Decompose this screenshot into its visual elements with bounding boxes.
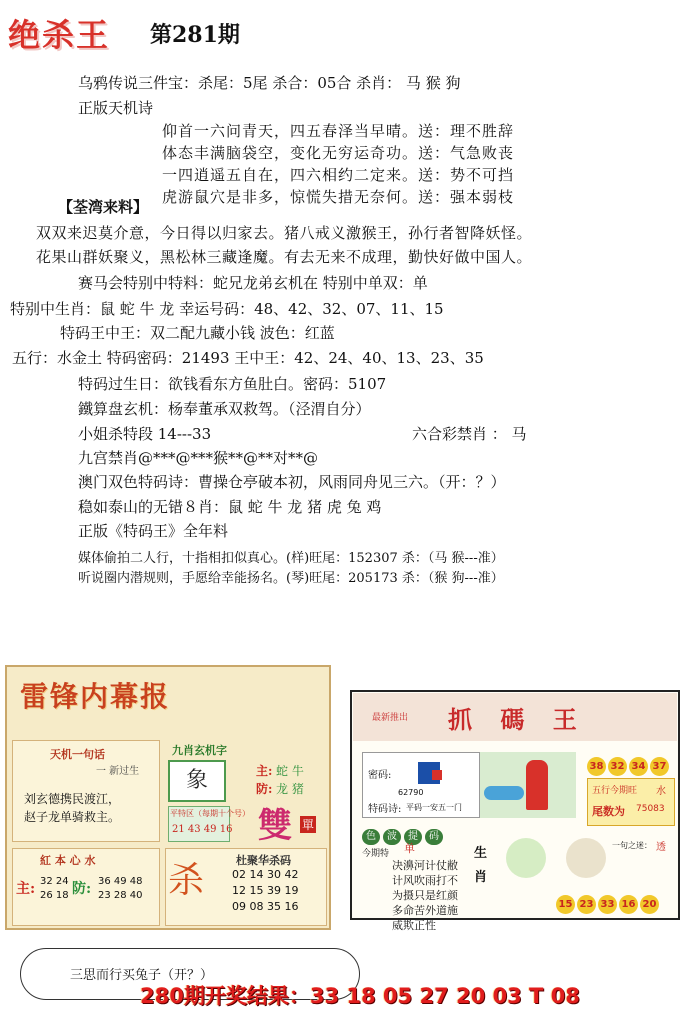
wuxing-line: 五行：水金土 特码密码：21493 王中王：42、24、40、13、23、35 [12, 349, 484, 367]
new-release-label: 最新推出 [372, 713, 409, 723]
leifeng-title: 雷锋内幕报 [20, 680, 171, 713]
poem-box-line: 赵子龙单骑救主。 [24, 810, 121, 824]
quanwan-heading: 【荃湾来料】 [58, 198, 149, 216]
birthday-line: 特码过生日：欲钱看东方鱼肚白。密码：5107 [78, 375, 387, 393]
quanwan-line: 双双来迟莫介意，今日得以归家去。猪八戒义激猴王，孙行者智降妖怪。 [36, 224, 533, 242]
horse-club-line: 赛马会特别中特料：蛇兄龙弟玄机在 特别中单双：单 [78, 274, 428, 292]
tag-chip: 码 [425, 829, 443, 845]
issue-number: 第281期 [150, 22, 240, 48]
brand-logo: 绝杀王 [8, 16, 111, 54]
draw-result: 280期开奖结果：33 18 05 27 20 03 T 08 [140, 984, 580, 1008]
three-treasures-line: 乌鸦传说三件宝：杀尾：5尾 杀合：05合 杀肖： 马 猴 狗 [78, 74, 461, 92]
abacus-line: 鐵算盘玄机：杨奉董承双救驾。（泾渭自分） [78, 400, 371, 418]
macau-poem-line: 澳门双色特码诗：曹操仓亭破本初，风雨同舟见三六。（开：？） [78, 473, 506, 491]
poem-box-title: 天机一句话 [50, 748, 105, 761]
fang-value: 龙 猪 [276, 782, 304, 796]
tag-chip: 提 [404, 829, 422, 845]
media-line: 听说圈内潜规则，手愿给幸能扬名。(琴)旺尾：205173 杀：（猴 狗---准） [78, 571, 504, 586]
dragon-icon [506, 838, 546, 878]
cow-icon [566, 838, 606, 878]
poem-box-line: 刘玄德携民渡江， [24, 792, 121, 806]
pingte-sub: 平特区（每期十个号） [170, 809, 250, 818]
tewang-line: 特码王中王：双二配九藏小钱 波色：红蓝 [60, 324, 335, 342]
number-ball: 15 [556, 895, 575, 914]
number-ball: 32 [608, 757, 627, 776]
password-value: 62790 [398, 788, 424, 797]
tag-chip: 波 [383, 829, 401, 845]
poem-box-sub: 一 新过生 [96, 766, 140, 777]
number-ball: 33 [598, 895, 617, 914]
bottom-number-balls [556, 892, 661, 914]
killer-title: 杜聚华杀码 [236, 854, 291, 867]
sheng-char: 生 [474, 846, 488, 861]
jiugong-line: 九宫禁肖@***@***猴**@**对**@ [78, 449, 319, 467]
shuang-char: 雙 [258, 806, 292, 846]
tail-label: 尾数为 [592, 805, 625, 818]
tail-value: 75083 [636, 804, 665, 814]
wuxing-value: 水 [656, 786, 666, 797]
heart-fang-label: 防: [72, 881, 92, 897]
media-line: 媒体偷拍二人行，十指相扣似真心。(样)旺尾：152307 杀：（马 猴---准） [78, 551, 504, 566]
xiang-char-box: 象 [168, 760, 226, 802]
cloud-hint-text: 三思而行买兔子（开？） [70, 968, 214, 983]
poem-line: 仰首一六问青天，四五春泽当早晴。送：理不胜辞 [162, 122, 515, 140]
liuhe-ban-line: 六合彩禁肖 ： 马 [412, 425, 527, 443]
dan-badge: 單 [302, 818, 315, 832]
ping-title: 九肖玄机字 [172, 744, 227, 757]
number-ball: 23 [577, 895, 596, 914]
tepoem-label: 特码诗: [368, 804, 402, 815]
zhu-numbers: 26 18 [40, 890, 69, 901]
tepoem-value: 平码一安五一门 [406, 803, 462, 812]
number-ball: 16 [619, 895, 638, 914]
fang-numbers: 23 28 40 [98, 890, 143, 901]
dan-value: 单 [404, 842, 415, 855]
steady-eight-line: 稳如泰山的无错８肖：鼠 蛇 牛 龙 猪 虎 兔 鸡 [78, 498, 382, 516]
top-number-balls [587, 754, 671, 776]
logo-icon-accent [432, 770, 442, 780]
heart-water-title: 紅 本 心 水 [40, 854, 96, 867]
this-period-label: 今期特 [362, 849, 390, 859]
xiao-char: 肖 [474, 870, 488, 885]
river-icon [484, 786, 524, 800]
heart-zhu-label: 主: [16, 881, 36, 897]
number-ball: 37 [650, 757, 669, 776]
zhu-value: 蛇 牛 [276, 764, 304, 778]
special-zodiac-line: 特别中生肖：鼠 蛇 牛 龙 幸运号码：48、42、32、07、11、15 [10, 300, 444, 318]
riddle-value: 透 [656, 842, 666, 853]
riddle-label: 一句之迷： [612, 841, 652, 850]
number-ball: 38 [587, 757, 606, 776]
annual-line: 正版《特码王》全年料 [78, 522, 229, 540]
tag-chip: 色 [362, 829, 380, 845]
number-ball: 34 [629, 757, 648, 776]
poem-line: 体态丰满脑袋空，变化无穷运奇功。送：气急败丧 [162, 144, 515, 162]
zhu-numbers: 32 24 [40, 876, 69, 887]
killer-row: 12 15 39 19 [232, 884, 299, 897]
pingte-numbers: 21 43 49 16 [172, 824, 233, 835]
killer-row: 02 14 30 42 [232, 868, 299, 881]
poem-heading: 正版天机诗 [78, 99, 154, 117]
killer-row: 09 08 35 16 [232, 900, 299, 913]
wuxing-label: 五行今期旺 [592, 786, 638, 796]
fang-numbers: 36 49 48 [98, 876, 143, 887]
poem-line: 虎游鼠穴是非多，惊慌失措无奈何。送：强本弱枝 [162, 188, 515, 206]
number-ball: 20 [640, 895, 659, 914]
zhuama-poem: 决濞河计仗敝计风吹雨打不为摄只是红颜多命苦外道施威欺正性 [392, 859, 458, 932]
zhuama-title: 抓 碼 王 [448, 705, 587, 734]
sha-char: 杀 [168, 860, 205, 901]
poem-line: 一四逍遥五自在，四六相约二定来。送：势不可挡 [162, 166, 515, 184]
miss-kill-line: 小姐杀特段 14---33 [78, 425, 212, 443]
password-label: 密码: [368, 770, 392, 781]
quanwan-line: 花果山群妖聚义，黑松林三藏逢魔。有去无来不成理，勤快好做中国人。 [36, 248, 533, 266]
zhu-label: 主: [256, 764, 273, 778]
fang-label: 防: [256, 782, 273, 796]
figure-icon [526, 760, 548, 810]
